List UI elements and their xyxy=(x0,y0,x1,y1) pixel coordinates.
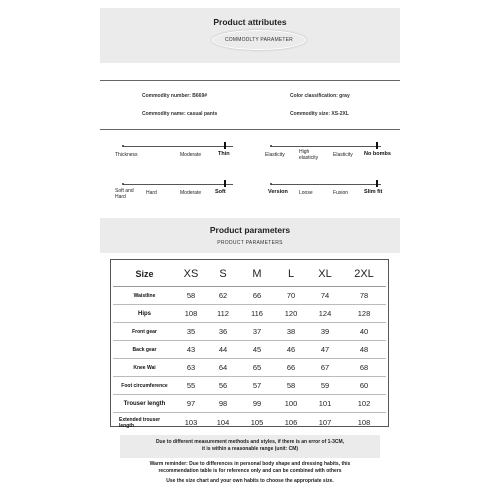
table-cell: 45 xyxy=(240,341,274,359)
thickness-option-2: Moderate xyxy=(180,152,202,158)
commodity-size: Commodity size: XS-2XL xyxy=(290,111,349,117)
table-cell: 38 xyxy=(274,323,308,341)
size-header-m: M xyxy=(240,262,274,287)
table-cell: 39 xyxy=(308,323,342,341)
table-cell: 70 xyxy=(274,287,308,305)
size-header-s: S xyxy=(206,262,240,287)
table-cell: 58 xyxy=(274,377,308,395)
reminder-line-1: Warm reminder: Due to differences in personal body shape and dressing habits, this xyxy=(149,461,351,467)
table-cell: 107 xyxy=(318,418,332,427)
thickness-title: Thickness xyxy=(115,152,138,158)
divider-middle xyxy=(100,129,400,130)
row-label: Back gear xyxy=(113,341,176,359)
table-cell: 116 xyxy=(240,305,274,323)
table-cell: 44 xyxy=(206,341,240,359)
table-cell: 105 xyxy=(250,418,264,427)
table-cell: 60 xyxy=(342,377,386,395)
table-cell: 40 xyxy=(342,323,386,341)
color-classification: Color classification: gray xyxy=(290,93,350,99)
table-cell: 57 xyxy=(240,377,274,395)
table-cell: 68 xyxy=(342,359,386,377)
version-dot xyxy=(270,183,272,185)
table-cell: 100 xyxy=(274,395,308,413)
table-cell: 124 xyxy=(308,305,342,323)
thickness-marker xyxy=(224,142,226,149)
thickness-line xyxy=(123,146,233,147)
softness-dot xyxy=(122,183,124,185)
size-header-label: Size xyxy=(113,262,176,287)
table-row xyxy=(113,359,386,377)
size-header-l: L xyxy=(274,262,308,287)
elasticity-line xyxy=(271,146,381,147)
table-cell: 74 xyxy=(308,287,342,305)
row-label: Trouser length xyxy=(113,395,176,413)
commodity-number: Commodity number: B669# xyxy=(142,93,208,99)
table-cell: 108 xyxy=(176,305,206,323)
thickness-dot xyxy=(122,145,124,147)
table-cell: 64 xyxy=(206,359,240,377)
table-row xyxy=(113,413,386,433)
table-row xyxy=(113,287,386,305)
table-cell: 101 xyxy=(308,395,342,413)
table-row xyxy=(113,395,386,413)
table-cell: 99 xyxy=(240,395,274,413)
version-line xyxy=(271,184,381,185)
elasticity-option-3: No bombs xyxy=(364,151,391,157)
table-row xyxy=(113,305,386,323)
table-cell: 67 xyxy=(308,359,342,377)
version-option-3: Slim fit xyxy=(364,189,383,195)
table-cell: 37 xyxy=(240,323,274,341)
table-cell: 35 xyxy=(176,323,206,341)
table-cell: 66 xyxy=(274,359,308,377)
table-cell: 55 xyxy=(176,377,206,395)
measurement-note-line-2: it is within a reasonable range (unit: CM) xyxy=(201,446,299,452)
elasticity-title: Elasticity xyxy=(265,152,285,158)
version-marker xyxy=(376,180,378,187)
elasticity-option-1: High elasticity xyxy=(299,149,319,161)
parameters-title: Product parameters xyxy=(209,225,291,235)
table-cell: 46 xyxy=(274,341,308,359)
table-cell: 58 xyxy=(176,287,206,305)
row-label: Knee Wai xyxy=(113,359,176,377)
table-cell: 106 xyxy=(284,418,298,427)
table-cell: 112 xyxy=(206,305,240,323)
table-cell: 43 xyxy=(176,341,206,359)
table-cell: 108 xyxy=(357,418,371,427)
table-cell: 47 xyxy=(308,341,342,359)
table-cell: 62 xyxy=(206,287,240,305)
measurement-note-line-1: Due to different measurement methods and styles, if there is an error of 1-3CM, xyxy=(155,439,345,445)
version-option-2: Fusion xyxy=(333,190,349,196)
row-label: Hips xyxy=(113,305,176,323)
table-cell: 66 xyxy=(240,287,274,305)
table-cell: 120 xyxy=(274,305,308,323)
table-cell: 78 xyxy=(342,287,386,305)
table-cell: 102 xyxy=(342,395,386,413)
softness-option-2: Moderate xyxy=(180,190,202,196)
table-cell: 104 xyxy=(216,418,230,427)
table-cell: 36 xyxy=(206,323,240,341)
softness-option-3: Soft xyxy=(215,189,226,195)
size-header-xs: XS xyxy=(176,262,206,287)
softness-title: Soft and Hard xyxy=(115,188,134,200)
table-row xyxy=(113,323,386,341)
parameters-subtitle: PRODUCT PARAMETERS xyxy=(217,240,283,246)
size-header-2xl: 2XL xyxy=(342,262,386,287)
table-cell: 63 xyxy=(176,359,206,377)
table-cell: 65 xyxy=(240,359,274,377)
size-header-row xyxy=(113,262,386,287)
table-cell: 128 xyxy=(342,305,386,323)
attributes-subtitle: COMMODLTY PARAMETER xyxy=(225,37,293,43)
softness-line xyxy=(123,184,233,185)
row-label: Extended trouser length xyxy=(119,416,161,429)
reminder-line-3: Use the size chart and your own habits to choose the appropriate size. xyxy=(166,478,334,484)
divider-top xyxy=(100,80,400,81)
size-header-xl: XL xyxy=(308,262,342,287)
commodity-name: Commodity name: casual pants xyxy=(142,111,218,117)
row-label: Front gear xyxy=(113,323,176,341)
softness-option-1: Hard xyxy=(146,190,157,196)
row-label: Foot circumference xyxy=(113,377,176,395)
table-cell: 97 xyxy=(176,395,206,413)
elasticity-option-2: Elasticity xyxy=(333,152,353,158)
elasticity-marker xyxy=(376,142,378,149)
thickness-option-3: Thin xyxy=(218,151,230,157)
table-cell: 59 xyxy=(308,377,342,395)
attributes-subtitle-oval xyxy=(212,30,306,50)
row-label: Waistline xyxy=(113,287,176,305)
softness-marker xyxy=(224,180,226,187)
table-row xyxy=(113,341,386,359)
table-cell: 103 xyxy=(184,418,198,427)
size-table xyxy=(113,262,386,432)
table-cell: 48 xyxy=(342,341,386,359)
table-cell: 98 xyxy=(206,395,240,413)
table-cell: 56 xyxy=(206,377,240,395)
reminder-line-2: recommendation table is for reference only and can be combined with others xyxy=(158,468,342,474)
elasticity-dot xyxy=(270,145,272,147)
parameters-header-band xyxy=(100,218,400,253)
table-row xyxy=(113,377,386,395)
version-title: Version xyxy=(268,189,288,195)
attributes-title: Product attributes xyxy=(213,17,287,27)
version-option-1: Loose xyxy=(299,190,313,196)
